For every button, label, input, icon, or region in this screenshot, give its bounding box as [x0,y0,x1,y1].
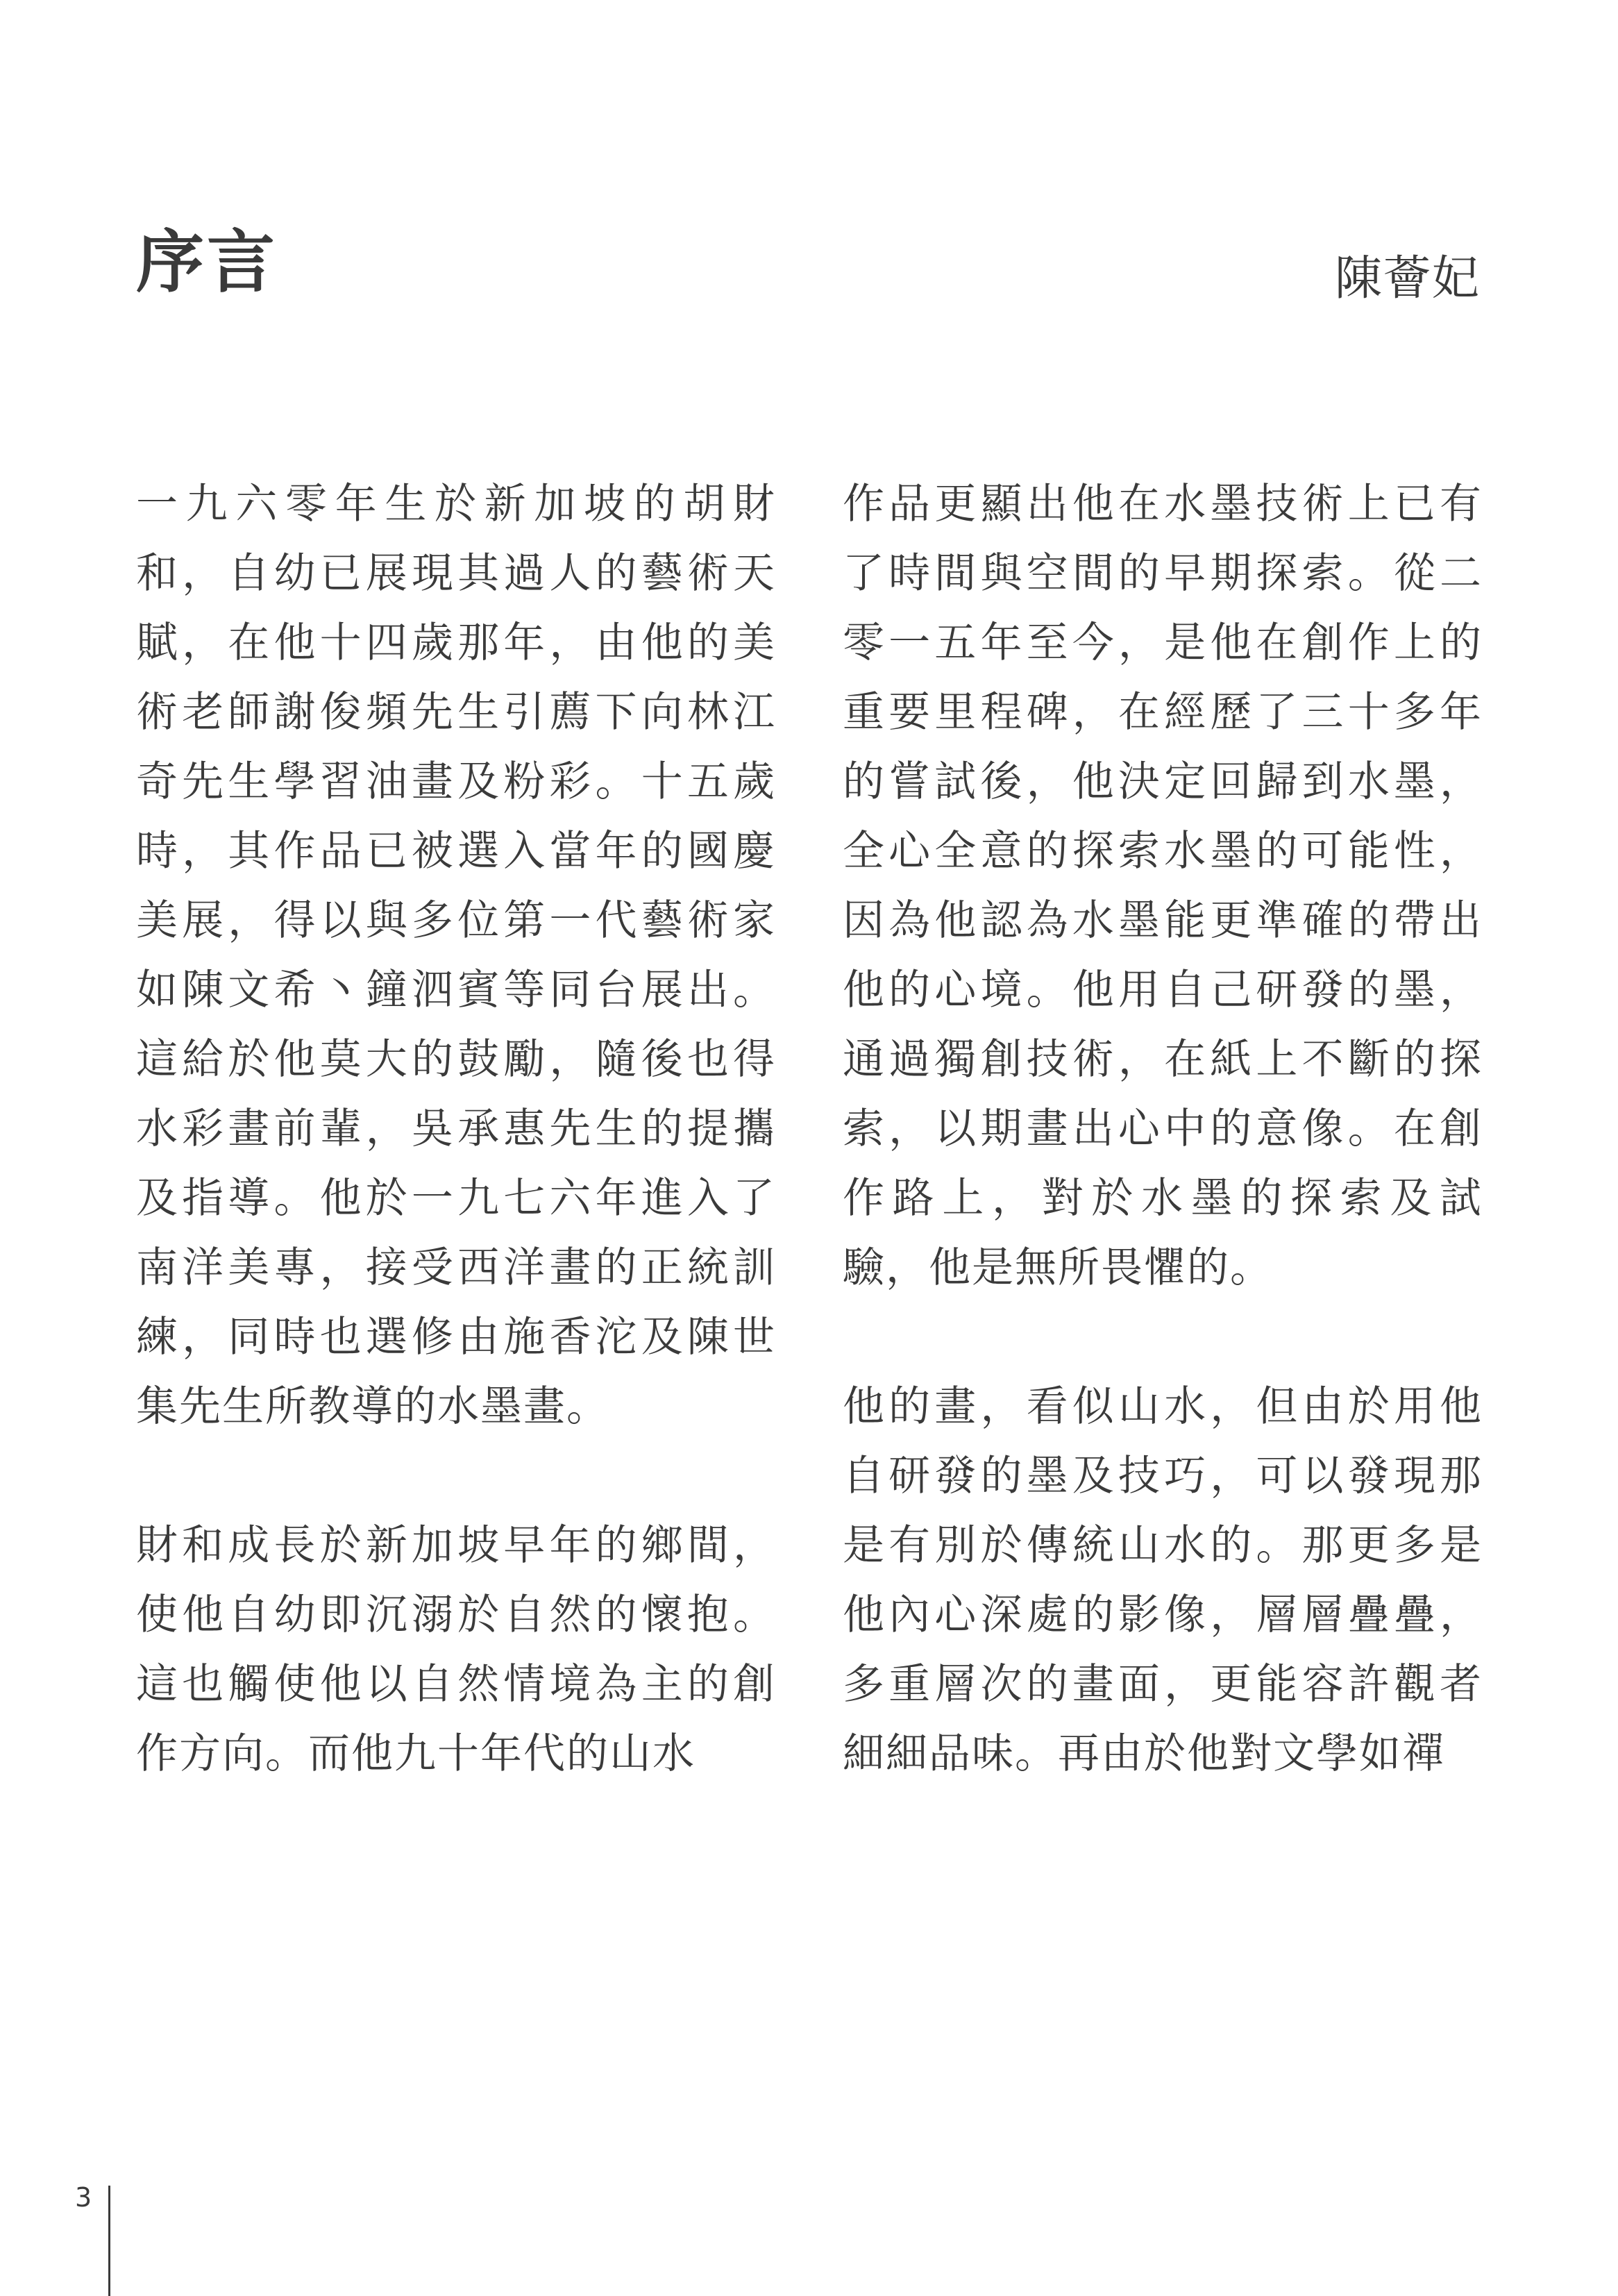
page-number: 3 [75,2182,92,2213]
author-name: 陳薈妃 [1334,251,1481,306]
paragraph: 一九六零年生於新加坡的胡財和，自幼已展現其過人的藝術天賦，在他十四歲那年，由他的美術老師謝俊頻先生引薦下向林江奇先生學習油畫及粉彩。十五歲時，其作品已被選入當年的國慶美展，得以與多位第一代藝術家如陳文希丶鐘泗賓等同台展出。這給於他莫大的鼓勵，隨後也得水彩畫前輩，吳承惠先生的提攜及指導。他於一九七六年進入了南洋美專，接受西洋畫的正統訓練，同時也選修由施香沱及陳世集先生所教導的水墨畫。 [136,480,776,1431]
left-column [136,469,776,1788]
page-title: 序言 [136,223,278,302]
paragraph: 他的畫，看似山水，但由於用他自研發的墨及技巧，可以發現那是有別於傳統山水的。那更多是他內心深處的影像，層層疊疊，多重層次的畫面，更能容許觀者細細品味。再由於他對文學如禪 [843,1382,1483,1778]
page-number-divider [108,2186,110,2296]
paragraph: 作品更顯出他在水墨技術上已有了時間與空間的早期探索。從二零一五年至今，是他在創作上的重要里程碑，在經歷了三十多年的嘗試後，他決定回歸到水墨，全心全意的探索水墨的可能性，因為他認為水墨能更準確的帶出他的心境。他用自己研發的墨，通過獨創技術，在紙上不斷的探索，以期畫出心中的意像。在創作路上，對於水墨的探索及試驗，他是無所畏懼的。 [843,480,1483,1292]
right-column [843,469,1483,1788]
paragraph: 財和成長於新加坡早年的鄉間，使他自幼即沉溺於自然的懷抱。這也觸使他以自然情境為主的創作方向。而他九十年代的山水 [136,1521,776,1778]
